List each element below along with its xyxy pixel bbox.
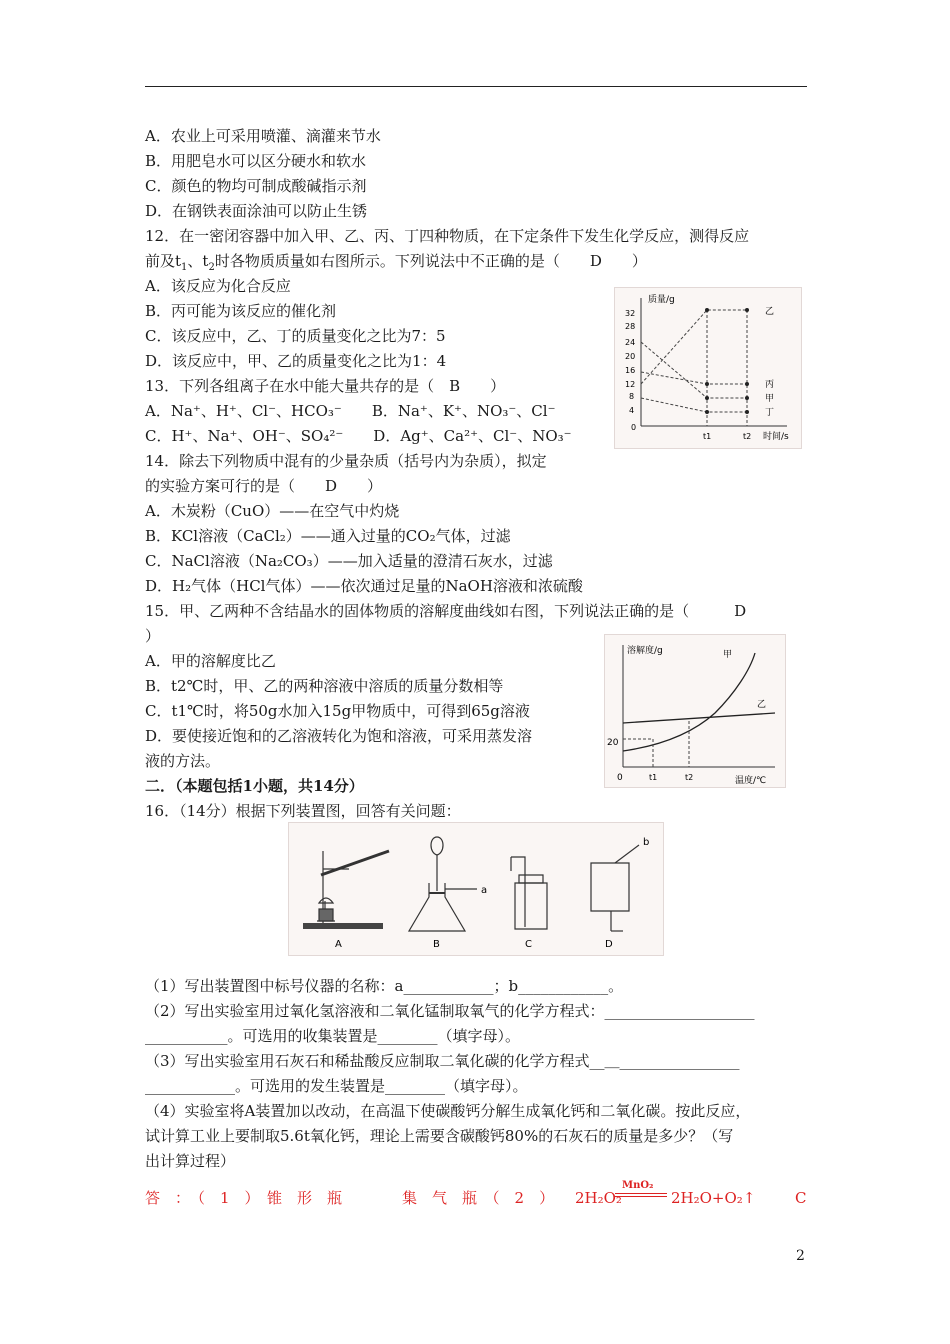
x-tick-t2: t2 (743, 432, 752, 441)
apparatus-label-a: A (335, 939, 342, 950)
q11-option-a: A．农业上可采用喷灌、滴灌来节水 (145, 127, 381, 145)
q16-part4-line3: 出计算过程） (145, 1152, 236, 1170)
answer-equation-left: 2H₂O₂ (575, 1189, 622, 1207)
x-tick-t1: t1 (649, 773, 658, 782)
q16-part2-line2: ___________。可选用的收集装置是________（填字母）。 (145, 1027, 521, 1045)
mass-time-figure (614, 287, 802, 449)
y-value-20: 20 (607, 738, 619, 748)
q15-option-b: B．t2℃时，甲、乙的两种溶液中溶质的质量分数相等 (145, 677, 504, 695)
q16-part3-line1: （3）写出实验室用石灰石和稀盐酸反应制取二氧化碳的化学方程式__＿________________ (145, 1052, 740, 1070)
y-tick-4: 4 (629, 406, 635, 415)
answer-equation-right: 2H₂O+O₂↑ (671, 1189, 756, 1207)
q15-option-d: D．要使接近饱和的乙溶液转化为饱和溶液，可采用蒸发溶 (145, 727, 533, 745)
q16-stem: 16．（14分）根据下列装置图，回答有关问题： (145, 802, 461, 820)
mark-b: b (643, 837, 650, 848)
q13-row1 (145, 401, 556, 421)
series-label-jia: 甲 (765, 394, 775, 404)
apparatus-d (591, 845, 639, 931)
y-axis-label: 质量/g (648, 295, 675, 305)
series-ding-line (641, 398, 747, 412)
equation-equals-sign (615, 1193, 667, 1197)
apparatus-b (409, 837, 477, 931)
apparatus-c (511, 857, 547, 929)
y-tick-32: 32 (625, 309, 636, 318)
q13-option-b: B．Na⁺、K⁺、NO₃⁻、Cl⁻ (371, 402, 556, 420)
q15-option-a: A．甲的溶解度比乙 (145, 652, 276, 670)
series-bing-line (641, 372, 747, 384)
series-label-yi: 乙 (757, 700, 767, 710)
q14-option-b: B．KCl溶液（CaCl₂）——通入过量的CO₂气体，过滤 (145, 527, 511, 545)
q16-part2-line1: （2）写出实验室用过氧化氢溶液和二氧化锰制取氧气的化学方程式：____________________ (145, 1002, 755, 1020)
y-tick-12: 12 (625, 380, 636, 389)
q16-part1: （1）写出装置图中标号仪器的名称：a____________；b____________。 (145, 977, 624, 995)
q12-option-b: B．丙可能为该反应的催化剂 (145, 302, 337, 320)
series-label-yi: 乙 (765, 307, 775, 317)
series-label-ding: 丁 (765, 408, 775, 418)
apparatus-label-c: C (525, 939, 532, 950)
answer-catalyst: MnO₂ (622, 1180, 654, 1191)
q15-stem-line1: 15．甲、乙两种不含结晶水的固体物质的溶解度曲线如右图，下列说法正确的是（ D (145, 602, 747, 620)
header-rule (145, 86, 807, 87)
q13-stem: 13．下列各组离子在水中能大量共存的是（ B ） (145, 377, 506, 395)
mark-a: a (481, 885, 488, 896)
q13-row2 (145, 426, 572, 446)
series-yi-line (641, 310, 747, 384)
q14-stem-line1: 14．除去下列物质中混有的少量杂质（括号内为杂质），拟定 (145, 452, 547, 470)
q11-option-c: C．颜色的物均可制成酸碱指示剂 (145, 177, 367, 195)
q12-stem-line1: 12．在一密闭容器中加入甲、乙、丙、丁四种物质，在下定条件下发生化学反应，测得反应 (145, 227, 750, 245)
q13-option-c: C．H⁺、Na⁺、OH⁻、SO₄²⁻ (145, 427, 344, 445)
q13-option-a: A．Na⁺、H⁺、Cl⁻、HCO₃⁻ (145, 402, 342, 420)
q16-part4-line2: 试计算工业上要制取5.6t氧化钙，理论上需要含碳酸钙80%的石灰石的质量是多少？（写 (145, 1127, 734, 1145)
answer-choice: C (795, 1189, 807, 1207)
page-number: 2 (796, 1248, 805, 1264)
answer-prefix: 答 ： （ 1 ） 锥 形 瓶 集 气 瓶 （ 2 ） (145, 1189, 555, 1207)
q12-stem-line2: 前及$t_1$、$t_2$时各物质质量如右图所示。下列说法中不正确的是（ D ） (145, 252, 647, 273)
q14-stem-line2: 的实验方案可行的是（ D ） (145, 477, 383, 495)
solubility-figure (604, 634, 786, 788)
y-tick-20: 20 (625, 352, 636, 361)
y-tick-16: 16 (625, 366, 636, 375)
series-label-bing: 丙 (765, 380, 775, 390)
q12-option-d: D．该反应中，甲、乙的质量变化之比为1：4 (145, 352, 447, 370)
q12-option-a: A．该反应为化合反应 (145, 277, 291, 295)
x-tick-t2: t2 (685, 773, 694, 782)
q13-option-d: D．Ag⁺、Ca²⁺、Cl⁻、NO₃⁻ (373, 427, 572, 445)
series-yi-line (623, 713, 775, 723)
q14-option-a: A．木炭粉（CuO）——在空气中灼烧 (145, 502, 400, 520)
y-tick-28: 28 (625, 322, 636, 331)
y-tick-8: 8 (629, 392, 635, 401)
q15-option-c: C．t1℃时，将50g水加入15g甲物质中，可得到65g溶液 (145, 702, 530, 720)
q12-option-c: C．该反应中，乙、丁的质量变化之比为7：5 (145, 327, 446, 345)
x-axis-label: 温度/℃ (735, 776, 767, 786)
y-tick-0: 0 (631, 423, 637, 432)
series-label-jia: 甲 (723, 650, 733, 660)
q14-option-c: C．NaCl溶液（Na₂CO₃）——加入适量的澄清石灰水，过滤 (145, 552, 553, 570)
section-2-heading: 二．（本题包括1小题，共14分） (145, 777, 364, 795)
q11-option-b: B．用肥皂水可以区分硬水和软水 (145, 152, 367, 170)
x-axis-label: 时间/s (763, 432, 789, 442)
q14-option-d: D．H₂气体（HCl气体）——依次通过足量的NaOH溶液和浓硫酸 (145, 577, 583, 595)
apparatus-label-b: B (433, 939, 440, 950)
q15-option-d-cont: 液的方法。 (145, 752, 221, 770)
series-jia-line (641, 342, 747, 398)
y-tick-24: 24 (625, 338, 636, 347)
apparatus-a (303, 851, 389, 929)
apparatus-figure (288, 822, 664, 956)
y-axis-label: 溶解度/g (627, 646, 663, 656)
q16-part3-line2: ____________。可选用的发生装置是________（填字母）。 (145, 1077, 528, 1095)
apparatus-label-d: D (605, 939, 613, 950)
q16-part4-line1: （4）实验室将A装置加以改动，在高温下使碳酸钙分解生成氧化钙和二氧化碳。按此反应， (145, 1102, 751, 1120)
q11-option-d: D．在钢铁表面涂油可以防止生锈 (145, 202, 368, 220)
q15-stem-line2: ） (145, 627, 161, 645)
origin-label: 0 (617, 773, 623, 783)
x-tick-t1: t1 (703, 432, 712, 441)
